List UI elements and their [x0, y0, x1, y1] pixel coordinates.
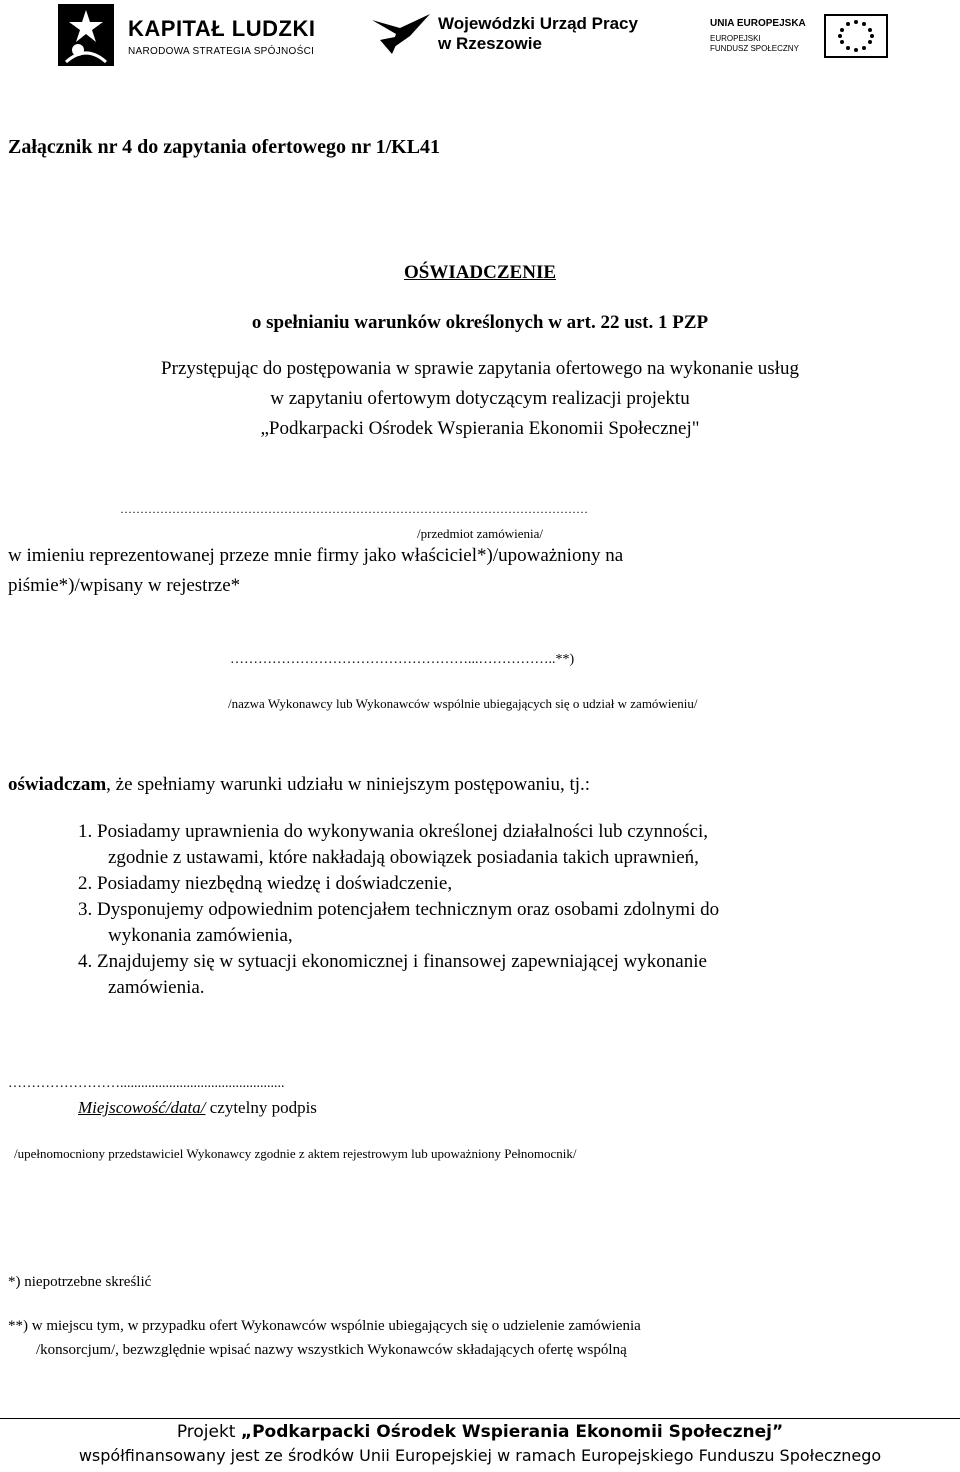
header-logos: [0, 0, 960, 80]
list-item-3: 3. Dysponujemy odpowiednim potencjałem technicznym oraz osobami zdolnymi do: [78, 899, 720, 920]
intro-project-name: „Podkarpacki Ośrodek Wspierania Ekonomii Społecznej": [260, 418, 700, 439]
kapital-subtitle: NARODOWA STRATEGIA SPÓJNOŚCI: [128, 46, 315, 57]
document-subtitle: o spełnianiu warunków określonych w art. 22 ust. 1 PZP: [251, 312, 709, 333]
declaration-rest: , że spełniamy warunki udziału w niniejszym postępowaniu, tj.:: [106, 774, 591, 795]
authorized-representative-note: /upełnomocniony przedstawiciel Wykonawcy zgodnie z aktem rejestrowym lub upoważniony Pełnomocnik/: [14, 1146, 577, 1161]
list-item-3-cont: wykonania zamówienia,: [108, 925, 293, 946]
footer-prefix: Projekt: [176, 1422, 241, 1442]
kapital-title: KAPITAŁ LUDZKI: [128, 16, 316, 41]
signature-legible: czytelny podpis: [205, 1098, 317, 1117]
kapital-ludzki-emblem-icon: [58, 4, 114, 66]
ue-subtitle: EUROPEJSKI FUNDUSZ SPOŁECZNY: [710, 34, 799, 53]
document-title: OŚWIADCZENIE: [403, 262, 557, 283]
wup-line-1: Wojewódzki Urząd Pracy: [438, 14, 638, 33]
signature-caption: [78, 1098, 317, 1118]
list-item-4: 4. Znajdujemy się w sytuacji ekonomicznej i finansowej zapewniającej wykonanie: [78, 951, 707, 972]
contractor-dotted-line: ……………………………………………...……………..**): [230, 652, 575, 667]
list-item-4-cont: zamówienia.: [108, 977, 205, 998]
footer-project-line: [0, 1422, 960, 1442]
footer-project-name: „Podkarpacki Ośrodek Wspierania Ekonomii Społecznej”: [240, 1422, 784, 1442]
ue-title: UNIA EUROPEJSKA: [710, 18, 806, 29]
kapital-ludzki-logo: [58, 4, 318, 68]
representation-line-2: piśmie*)/wpisany w rejestrze*: [8, 575, 241, 596]
representation-line-1: w imieniu reprezentowanej przeze mnie firmy jako właściciel*)/upoważniony na: [8, 545, 624, 566]
subject-label: /przedmiot zamówienia/: [417, 526, 543, 541]
list-item-2: 2. Posiadamy niezbędną wiedzę i doświadczenie,: [78, 873, 453, 894]
list-item-1-cont: zgodnie z ustawami, które nakładają obowiązek posiadania takich uprawnień,: [108, 847, 699, 868]
wup-logo: [370, 10, 660, 60]
footnote-1: *) niepotrzebne skreślić: [8, 1274, 152, 1290]
footnote-2-line-2: /konsorcjum/, bezwzględnie wpisać nazwy wszystkich Wykonawców składających ofertę wspólną: [36, 1342, 627, 1358]
intro-line-2: w zapytaniu ofertowym dotyczącym realizacji projektu: [270, 388, 690, 409]
footnote-2-line-1: **) w miejscu tym, w przypadku ofert Wykonawców wspólnie ubiegających się o udzielenie zamówienia: [8, 1318, 641, 1334]
wup-line-2: w Rzeszowie: [438, 34, 542, 53]
intro-line-1: Przystępując do postępowania w sprawie zapytania ofertowego na wykonanie usług: [161, 358, 799, 379]
footer-cofinancing-line: współfinansowany jest ze środków Unii Europejskiej w ramach Europejskiego Funduszu Społecznego: [78, 1446, 882, 1465]
eu-flag-icon: [824, 14, 888, 58]
declaration-bold: oświadczam: [8, 774, 107, 795]
contractor-label: /nazwa Wykonawcy lub Wykonawców wspólnie ubiegających się o udział w zamówieniu/: [228, 696, 698, 711]
declaration-line: [8, 774, 590, 796]
list-item-1: 1. Posiadamy uprawnienia do wykonywania określonej działalności lub czynności,: [78, 821, 709, 842]
signature-dotted-line: ……………………...............................................: [8, 1076, 285, 1091]
attachment-heading: Załącznik nr 4 do zapytania ofertowego nr 1/KL41: [8, 136, 441, 158]
subject-dotted-line: ………………………………………………………………………………………………………: [120, 502, 588, 516]
ue-logo: [710, 14, 900, 64]
signature-place-date: Miejscowość/data/: [78, 1098, 206, 1117]
wup-bird-icon: [370, 10, 432, 56]
footer-divider: [0, 1418, 960, 1419]
